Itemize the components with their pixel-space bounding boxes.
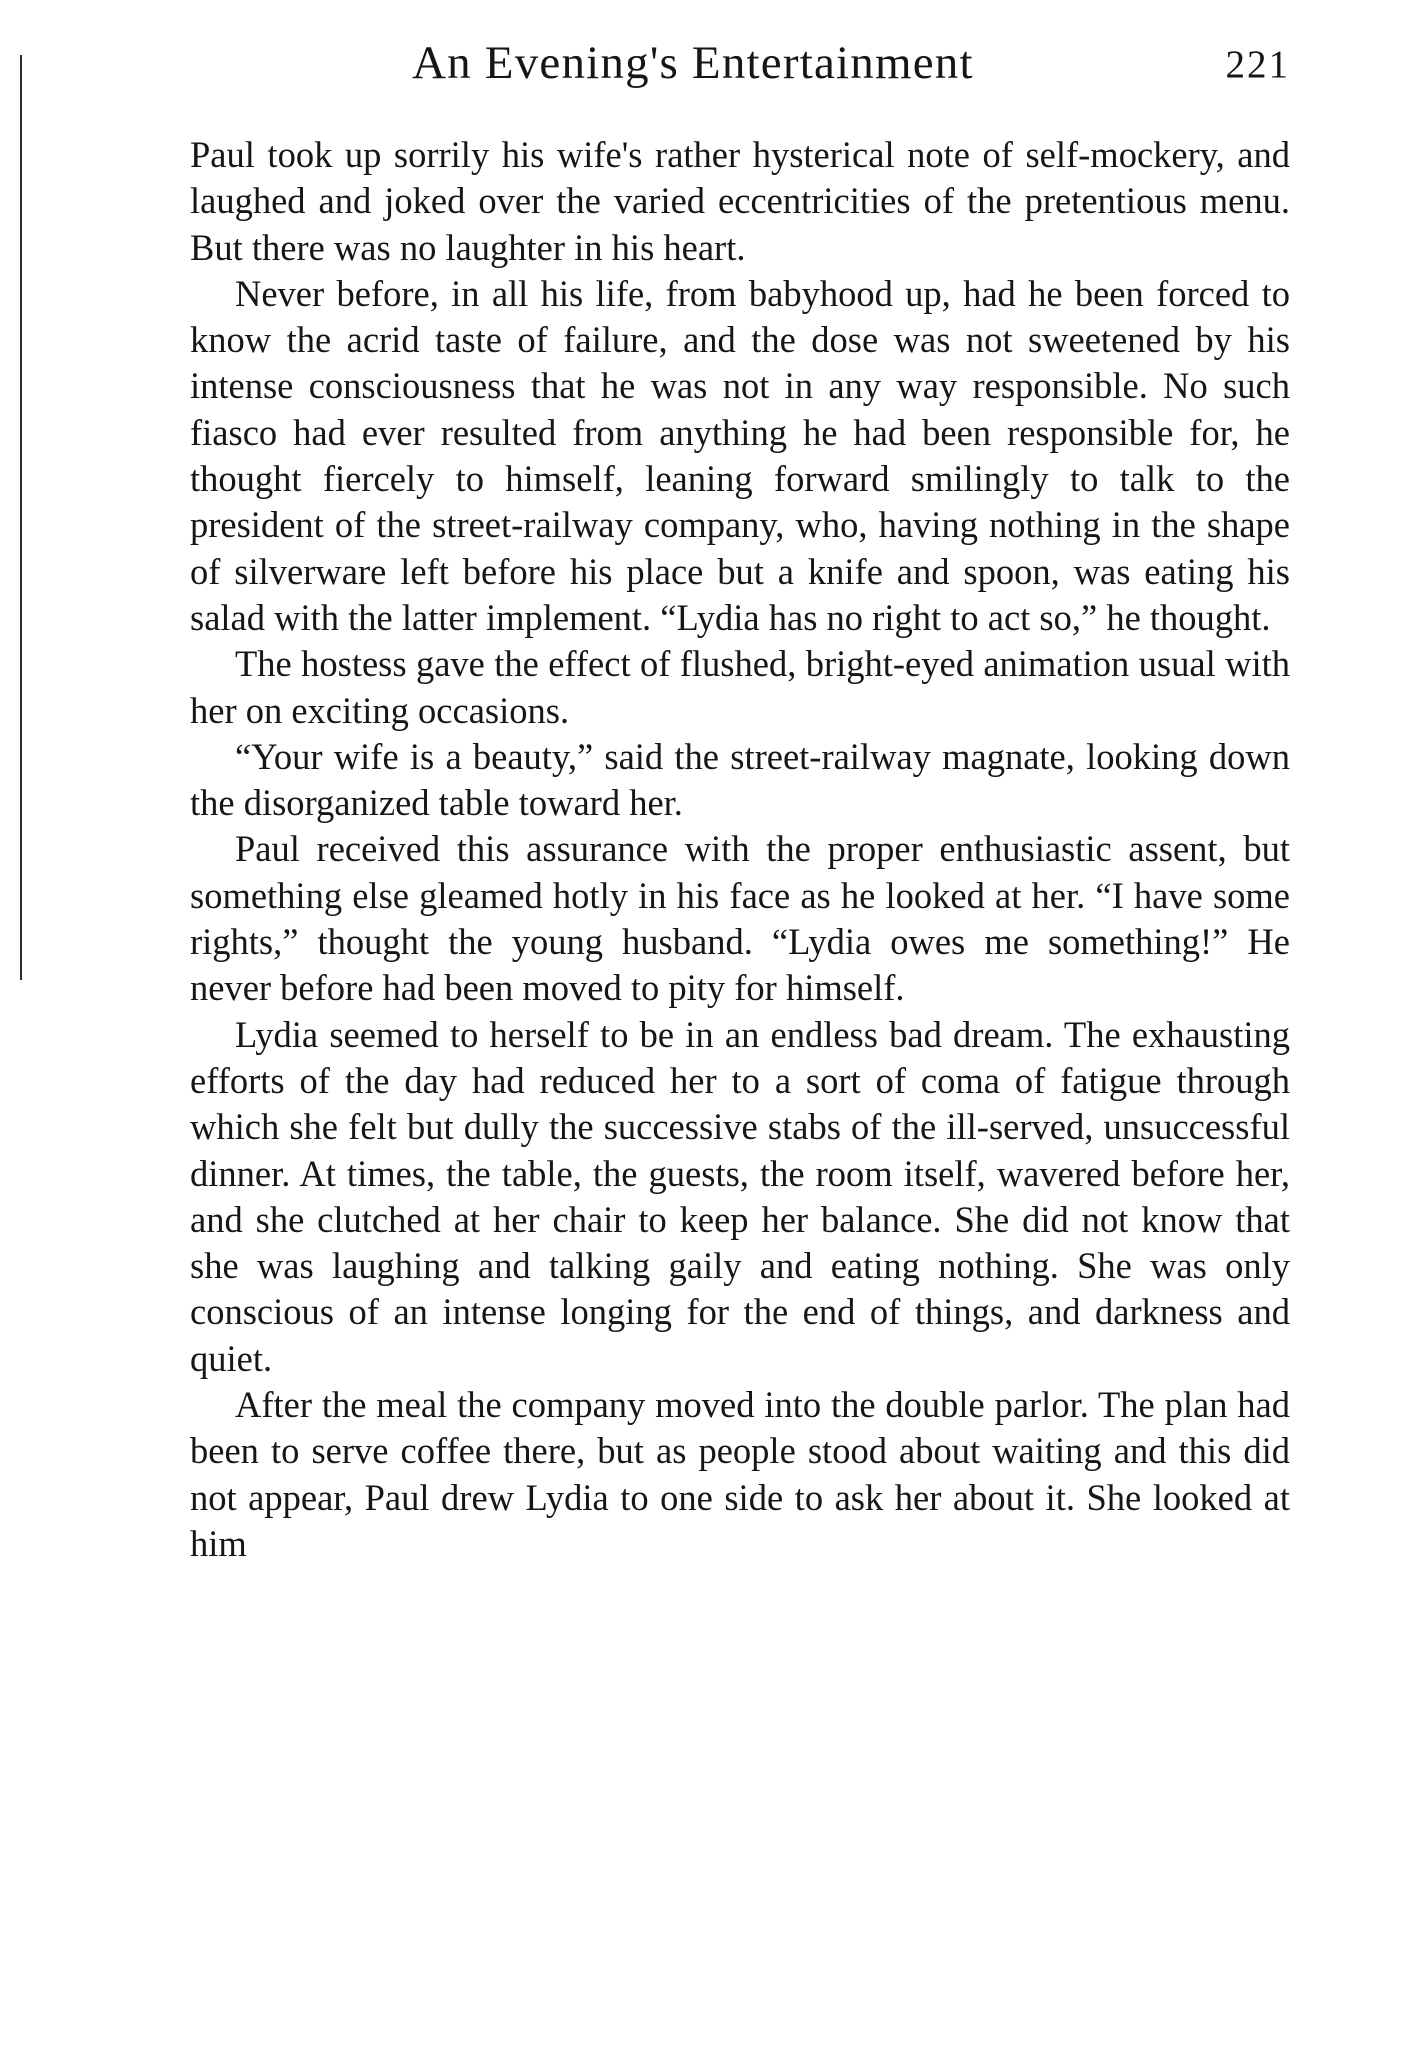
paragraph-4: “Your wife is a beauty,” said the street-railway magnate, looking down the disorganized table toward her. [190,735,1290,824]
page-number: 221 [1225,43,1290,86]
paragraph-6: Lydia seemed to herself to be in an endless bad dream. The exhausting efforts of the day had reduced her to a sort of coma of fatigue through which she felt but dully the successive stabs of the ill-served, unsuccessful dinner. At times, the table, the guests, the room itself, wavered before her, and she clutched at her chair to keep her balance. She did not know that she was laughing and talking gaily and eating nothing. She was only conscious of an intense longing for the end of things, and darkness and quiet. [190,1013,1290,1379]
paragraph-7: After the meal the company moved into the double parlor. The plan had been to serve coffee there, but as people stood about waiting and this did not appear, Paul drew Lydia to one side to ask her about it. She looked at him [190,1384,1290,1564]
paragraph-1: Paul took up sorrily his wife's rather hysterical note of self-mockery, and laughed and joked over the varied eccentricities of the pretentious menu. But there was no laughter in his heart. [190,134,1290,268]
page-header [190,32,1290,102]
scan-edge-rule [20,55,22,980]
running-head: An Evening's Entertainment [412,37,974,89]
body-text [190,132,1290,1567]
paragraph-3: The hostess gave the effect of flushed, bright-eyed animation usual with her on exciting occasions. [190,643,1290,731]
paragraph-5: Paul received this assurance with the proper enthusiastic assent, but something else gleamed hotly in his face as he looked at her. “I have some rights,” thought the young husband. “Lydia owes me something!” He never before had been moved to pity for himself. [190,828,1290,1009]
paragraph-2: Never before, in all his life, from babyhood up, had he been forced to know the acrid taste of failure, and the dose was not sweetened by his intense consciousness that he was not in any way responsible. No such fiasco had ever resulted from anything he had been responsible for, he thought fiercely to himself, leaning forward smilingly to talk to the president of the street-railway company, who, having nothing in the shape of silverware left before his place but a knife and spoon, was eating his salad with the latter implement. “Lydia has no right to act so,” he thought. [190,272,1290,638]
